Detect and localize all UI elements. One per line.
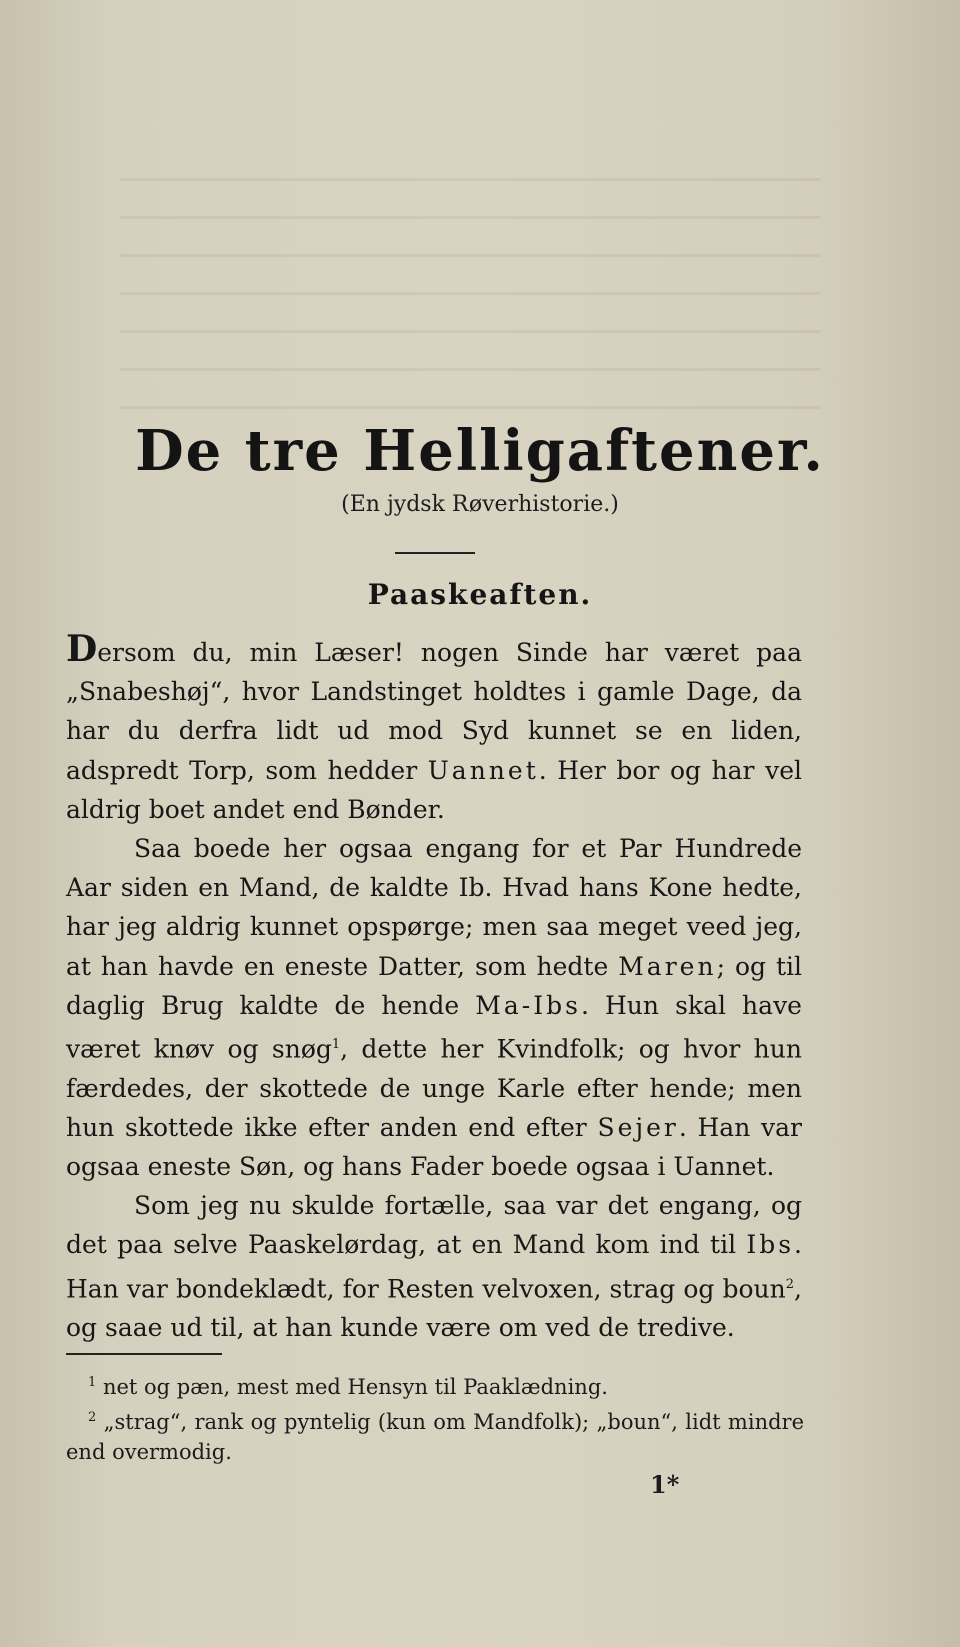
footnote-rule [66, 1353, 222, 1355]
footnote-text: „strag“, rank og pyntelig (kun om Mandfolk); „boun“, lidt mindre end overmodig. [66, 1409, 805, 1464]
footnote-ref: 2 [785, 1276, 795, 1292]
footnote-ref: 1 [331, 1037, 341, 1053]
signature-mark: 1* [650, 1470, 680, 1499]
section-heading: Paaskeaften. [367, 578, 593, 611]
text-run: Som jeg nu skulde fortælle, saa var det engang, og det paa selve Paaskelørdag, at en Mand kom ind til [66, 1191, 802, 1260]
chapter-title: De tre Helligaftener. [135, 418, 825, 484]
text-run: Saa boede her ogsaa engang for et Par Hundrede Aar siden en Mand, de kaldte Ib. Hvad hans Kone hedte, har jeg aldrig kunnet opspørge; men saa meget veed jeg, at han havde en eneste Datter, som hedte [66, 834, 802, 981]
paragraph-2 [66, 829, 802, 1186]
text-run: , og saae ud til, at han kunde være om ved de tredive. [66, 1273, 802, 1343]
text-run: , dette her Kvindfolk; og hvor hun færdedes, der skottede de unge Karle efter hende; men hun skottede ikke efter anden end efter [66, 1034, 802, 1142]
emphasis-name: Ma-Ibs [475, 990, 581, 1020]
text-run: . Her bor og har vel aldrig boet andet end Bønder. [66, 755, 802, 824]
emphasis-name: Ibs [746, 1230, 795, 1260]
text-run: ; og til daglig Brug kaldte de hende [66, 951, 802, 1020]
chapter-subtitle: (En jydsk Røverhistorie.) [341, 492, 619, 517]
emphasis-name: Maren [618, 951, 717, 981]
footnote-mark: 2 [88, 1409, 97, 1425]
text-run: Dersom du, min Læser! nogen Sinde har været paa „Snabeshøj“, hvor Landstinget holdtes i gamle Dage, da har du derfra lidt ud mod Syd kunnet se en liden, adspredt Torp, som hedder [66, 628, 802, 785]
text-run: . Han var bondeklædt, for Resten velvoxen, strag og boun [66, 1230, 802, 1303]
paragraph-1 [66, 630, 802, 829]
body-text [66, 630, 802, 1347]
text-run: . Hun skal have været knøv og snøg [66, 990, 802, 1064]
emphasis-place: Uannet [427, 755, 539, 785]
footnote-text: net og pæn, mest med Hensyn til Paaklædning. [102, 1375, 608, 1399]
emphasis-name: Sejer [597, 1112, 679, 1142]
footnote-1 [66, 1368, 804, 1403]
text-run: . Han var ogsaa eneste Søn, og hans Fader boede ogsaa i Uannet. [66, 1112, 802, 1181]
title-rule [395, 552, 475, 554]
show-through-text [120, 150, 820, 440]
footnote-2 [66, 1403, 804, 1468]
paragraph-3 [66, 1186, 802, 1347]
footnote-mark: 1 [88, 1375, 97, 1390]
footnotes [66, 1368, 804, 1468]
